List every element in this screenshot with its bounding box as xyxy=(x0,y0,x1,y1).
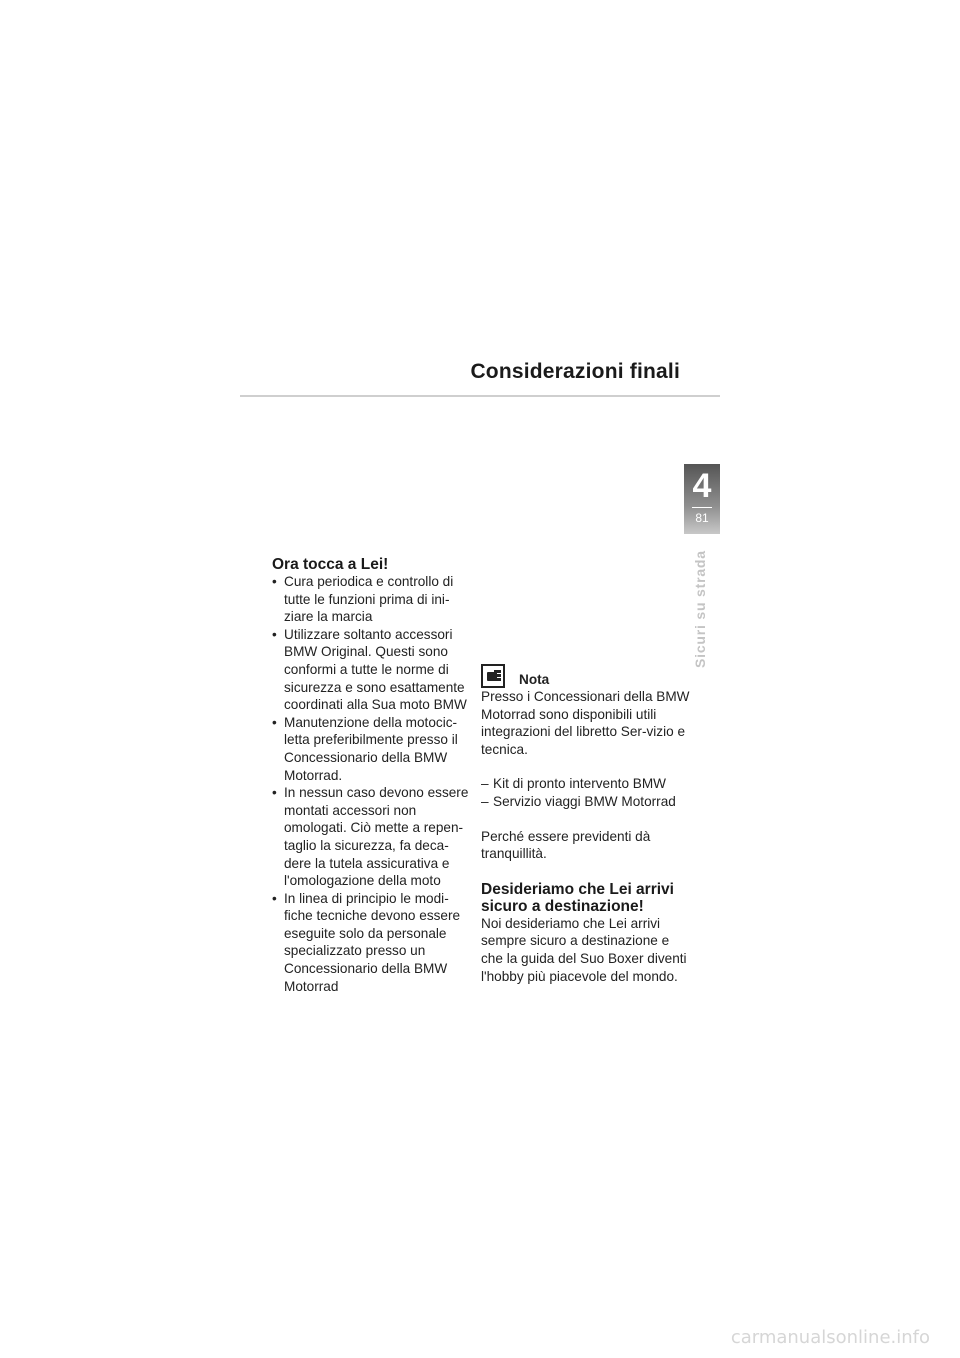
chapter-separator xyxy=(692,507,712,508)
chapter-number: 4 xyxy=(692,467,712,505)
chapter-side-label: Sicuri su strada xyxy=(692,550,708,668)
right-column xyxy=(481,660,691,985)
closing-paragraph: Noi desideriamo che Lei arrivi sempre sicuro a destinazione e che la guida del Suo Boxer diventi l'hobby più piacevole del mondo. xyxy=(481,915,687,984)
service-list xyxy=(481,775,691,810)
list-item: • Manutenzione della motocic-letta preferibilmente presso il Concessionario della BMW Motorrad. xyxy=(272,714,472,784)
list-item: • In linea di principio le modi-fiche tecniche devono essere eseguite solo da personale specializzato presso un Concessionario della BMW Motorrad xyxy=(272,890,472,996)
section-heading-ora-tocca: Ora tocca a Lei! xyxy=(272,556,389,573)
chapter-tab xyxy=(684,464,720,534)
watermark: carmanualsonline.info xyxy=(730,1327,930,1348)
note-label: Nota xyxy=(519,672,550,687)
note-text: Presso i Concessionari della BMW Motorrad sono disponibili utili integrazioni del libretto Ser-vizio e tecnica. xyxy=(481,689,690,757)
page-number: 81 xyxy=(695,511,709,525)
note-hand-icon xyxy=(481,664,505,688)
closing-text: Perché essere previdenti dà tranquillità. xyxy=(481,828,651,862)
list-item: • In nessun caso devono essere montati accessori non omologati. Ciò mette a repen-taglio la sicurezza, fa deca-dere la tutela assicurativa e l'omologazione della moto xyxy=(272,784,472,890)
left-column xyxy=(272,556,472,995)
checklist xyxy=(272,573,472,995)
section-heading-desideriamo: Desideriamo che Lei arrivi sicuro a destinazione! xyxy=(481,880,674,915)
list-item: – Servizio viaggi BMW Motorrad xyxy=(481,793,691,811)
page-title: Considerazioni finali xyxy=(470,360,680,383)
header-divider xyxy=(240,395,720,397)
list-item: – Kit di pronto intervento BMW xyxy=(481,775,691,793)
list-item: • Cura periodica e controllo di tutte le funzioni prima di ini-ziare la marcia xyxy=(272,573,472,626)
note-header xyxy=(481,660,691,688)
list-item: • Utilizzare soltanto accessori BMW Original. Questi sono conformi a tutte le norme di sicurezza e sono esattamente coordinati alla Sua moto BMW xyxy=(272,626,472,714)
